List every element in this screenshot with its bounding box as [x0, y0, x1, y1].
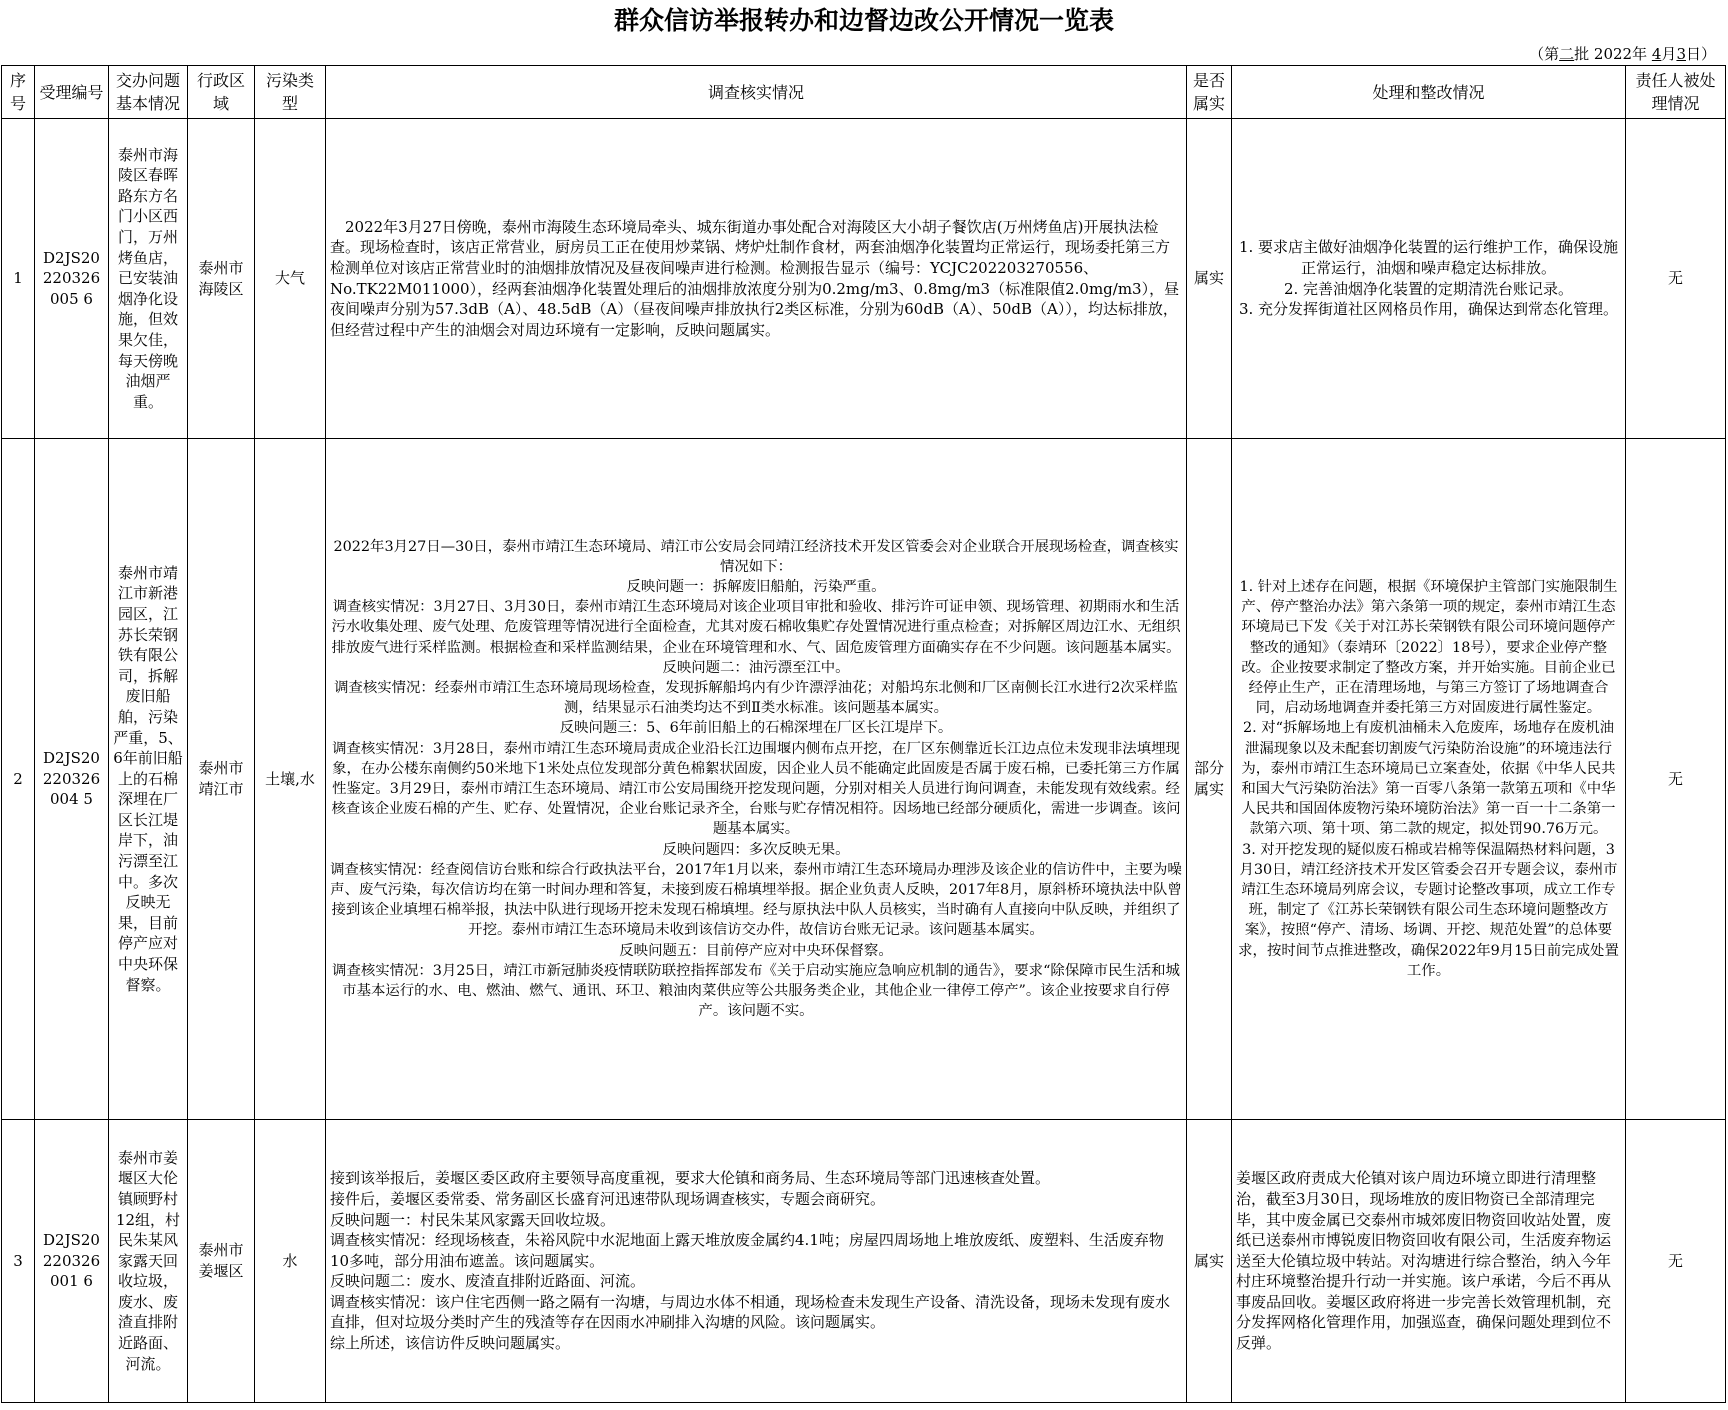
investigation-paragraph: 反映问题一：拆解废旧船舶，污染严重。: [626, 578, 886, 595]
cell-responsible: 无: [1626, 439, 1726, 1120]
header-region: 行政区域: [188, 66, 255, 119]
table-row: [2, 439, 1726, 1120]
batch-month: 4: [1651, 45, 1662, 63]
batch-date-line: [1529, 43, 1716, 65]
handling-item: 1. 针对上述存在问题，根据《环境保护主管部门实施限制生产、停产整治办法》第六条第一项的规定，泰州市靖江生态环境局已下发《关于对江苏长荣钢铁有限公司环境问题停产整改的通知》（泰靖环〔2022〕18号），要求企业停产整改。企业按要求制定了整改方案，并开始实施。目前企业已经停止生产，正在清理场地，与第三方签订了场地调查合同，启动场地调查并委托第三方对固废进行属性鉴定。: [1239, 578, 1618, 717]
handling-item: 3. 充分发挥街道社区网格员作用，确保达到常态化管理。: [1238, 300, 1619, 319]
cell-region: 泰州市姜堰区: [188, 1120, 255, 1403]
cell-handling: [1232, 1120, 1626, 1403]
header-seq: 序号: [2, 66, 35, 119]
handling-item: 2. 完善油烟净化装置的定期清洗台账记录。: [1283, 279, 1574, 298]
cell-responsible: 无: [1626, 1120, 1726, 1403]
header-pollution: 污染类型: [255, 66, 326, 119]
header-issue: 交办问题基本情况: [109, 66, 188, 119]
header-handling: 处理和整改情况: [1232, 66, 1626, 119]
cell-pollution: 土壤,水: [255, 439, 326, 1120]
investigation-paragraph: 反映问题一：村民朱某风家露天回收垃圾。: [330, 1210, 616, 1229]
cell-pollution: 水: [255, 1120, 326, 1403]
investigation-paragraph: 调查核实情况：该户住宅西侧一路之隔有一沟塘，与周边水体不相通，现场检查未发现生产设备、清洗设备，现场未发现有废水直排，但对垃圾分类时产生的残渣等存在因雨水冲刷排入沟塘的风险。该问题属实。: [330, 1292, 1171, 1332]
cell-region: 泰州市靖江市: [188, 439, 255, 1120]
handling-item: 3. 对开挖发现的疑似废石棉或岩棉等保温隔热材料问题，3月30日，靖江经济技术开发区管委会召开专题会议，泰州市靖江生态环境局列席会议，专题讨论整改事项，成立工作专班，制定了《江苏长荣钢铁有限公司生态环境问题整改方案》，按照“停产、清场、场调、开挖、规范处置”的总体要求，按时间节点推进整改，确保2022年9月15日前完成处置工作。: [1238, 841, 1619, 979]
cell-responsible: 无: [1626, 119, 1726, 439]
investigation-paragraph: 反映问题四：多次反映无果。: [662, 841, 850, 858]
cell-handling: [1232, 119, 1626, 439]
investigation-paragraph: 调查核实情况：经查阅信访台账和综合行政执法平台，2017年1月以来，泰州市靖江生态环境局办理涉及该企业的信访件中，主要为噪声、废气污染，每次信访均在第一时间办理和答复，未接到废石棉填埋举报。据企业负责人反映，2017年8月，原斜桥环境执法中队曾接到该企业填埋石棉举报，执法中队进行现场开挖未发现石棉填埋。经与原执法中队人员核实，当时确有人直接向中队反映，并组织了开挖。泰州市靖江生态环境局未收到该信访交办件，故信访台账无记录。该问题基本属实。: [330, 861, 1182, 939]
batch-day-suffix: 日）: [1685, 45, 1716, 63]
header-id: 受理编号: [35, 66, 109, 119]
header-row: [2, 66, 1726, 119]
handling-item: 姜堰区政府责成大伦镇对该户周边环境立即进行清理整治，截至3月30日，现场堆放的废旧物资已全部清理完毕，其中废金属已交泰州市城郊废旧物资回收站处置，废纸已送泰州市博锐废旧物资回收有限公司，生活废弃物运送至大伦镇垃圾中转站。对沟塘进行综合整治，纳入今年村庄环境整治提升行动一并实施。该户承诺，今后不再从事废品回收。姜堰区政府将进一步完善长效管理机制，充分发挥网格化管理作用，加强巡查，确保问题处理到位不反弹。: [1236, 1169, 1612, 1353]
cell-investigation: [326, 1120, 1187, 1403]
cell-seq: 1: [2, 119, 35, 439]
cell-seq: 2: [2, 439, 35, 1120]
investigation-paragraph: 反映问题三：5、6年前旧船上的石棉深埋在厂区长江堤岸下。: [559, 720, 953, 737]
report-table: [1, 65, 1726, 1403]
investigation-paragraph: 调查核实情况：经现场核查，朱裕风院中水泥地面上露天堆放废金属约4.1吨；房屋四周场地上堆放废纸、废塑料、生活废弃物10多吨，部分用油布遮盖。该问题属实。: [330, 1231, 1164, 1270]
investigation-paragraph: 调查核实情况：3月27日、3月30日，泰州市靖江生态环境局对该企业项目审批和验收、排污许可证申领、现场管理、初期雨水和生活污水收集处理、废气处理、危废管理等情况进行全面检查，尤其对废石棉收集贮存处置情况进行重点检查；对拆解区周边江水、无组织排放废气进行采样监测。根据检查和采样监测结果，企业在环境管理和水、气、固危废管理方面确实存在不少问题。该问题基本属实。: [331, 599, 1181, 656]
cell-id: D2JS20220326001 6: [35, 1120, 109, 1403]
handling-item: 1. 要求店主做好油烟净化装置的运行维护工作，确保设施正常运行，油烟和噪声稳定达标排放。: [1238, 238, 1619, 277]
cell-issue: 泰州市海陵区春晖路东方名门小区西门，万州烤鱼店，已安装油烟净化设施，但效果欠佳，每天傍晚油烟严重。: [109, 119, 188, 439]
investigation-paragraph: 接到该举报后，姜堰区委区政府主要领导高度重视，要求大伦镇和商务局、生态环境局等部门迅速核查处置。: [330, 1169, 1051, 1188]
investigation-paragraph: 反映问题二：废水、废渣直排附近路面、河流。: [330, 1272, 646, 1291]
investigation-paragraph: 调查核实情况：经泰州市靖江生态环境局现场检查，发现拆解船坞内有少许漂浮油花；对船坞东北侧和厂区南侧长江水进行2次采样监测，结果显示石油类均达不到Ⅱ类水标准。该问题基本属实。: [334, 679, 1178, 717]
investigation-paragraph: 综上所述，该信访件反映问题属实。: [330, 1334, 571, 1353]
header-investigation: 调查核实情况: [326, 66, 1187, 119]
handling-item: 2. 对“拆解场地上有废机油桶未入危废库，场地存在废机油泄漏现象以及未配套切割废气污染防治设施”的环境违法行为，泰州市靖江生态环境局已立案查处，依据《中华人民共和国大气污染防治法》第一百零八条第一款第五项和《中华人民共和国固体废物污染环境防治法》第一百一十二条第一款第六项、第十项、第二款的规定，拟处罚90.76万元。: [1241, 720, 1616, 838]
batch-prefix: （第: [1529, 45, 1560, 63]
cell-verified: 属实: [1187, 1120, 1232, 1403]
cell-id: D2JS20220326005 6: [35, 119, 109, 439]
cell-issue: 泰州市姜堰区大伦镇顾野村12组，村民朱某风家露天回收垃圾，废水、废渣直排附近路面、河流。: [109, 1120, 188, 1403]
investigation-paragraph: 反映问题五：目前停产应对中央环保督察。: [619, 942, 893, 959]
cell-pollution: 大气: [255, 119, 326, 439]
cell-investigation: [326, 439, 1187, 1120]
cell-investigation: [326, 119, 1187, 439]
batch-number: 二: [1559, 45, 1575, 63]
cell-id: D2JS20220326004 5: [35, 439, 109, 1120]
investigation-paragraph: 调查核实情况：3月28日，泰州市靖江生态环境局责成企业沿长江边围堰内侧布点开挖，在厂区东侧靠近长江边点位未发现非法填埋现象，在办公楼东南侧约50米地下1米处点位发现部分黄色棉絮状固废，因企业人员不能确定此固废是否属于废石棉，已委托第三方作属性鉴定。3月29日，泰州市靖江生态环境局、靖江市公安局围绕开挖发现问题，分别对相关人员进行询问调查，未能发现有效线索。经核查该企业废石棉的产生、贮存、处置情况，企业台账记录齐全，台账与贮存情况相符。因场地已经部分硬质化，需进一步调查。该问题基本属实。: [331, 740, 1181, 838]
cell-handling: [1232, 439, 1626, 1120]
investigation-paragraph: 接件后，姜堰区委常委、常务副区长盛育河迅速带队现场调查核实，专题会商研究。: [330, 1189, 886, 1208]
investigation-paragraph: 2022年3月27日傍晚，泰州市海陵生态环境局牵头、城东街道办事处配合对海陵区大小胡子餐饮店(万州烤鱼店)开展执法检查。现场检查时，该店正常营业，厨房员工正在使用炒菜锅、烤炉灶制作食材，两套油烟净化装置均正常运行，现场委托第三方检测单位对该店正常营业时的油烟排放情况及昼夜间噪声进行检测。检测报告显示（编号：YCJC202203270556、No.TK22M011000），经两套油烟净化装置处理后的油烟排放浓度分别为0.2mg/m3、0.8mg/m3（标准限值2.0mg/m3），昼夜间噪声分别为57.3dB（A）、48.5dB（A）（昼夜间噪声排放执行2类区标准，分别为60dB（A）、50dB（A）），均达标排放，但经营过程中产生的油烟会对周边环境有一定影响，反映问题属实。: [330, 217, 1180, 339]
cell-verified: 属实: [1187, 119, 1232, 439]
cell-seq: 3: [2, 1120, 35, 1403]
cell-region: 泰州市海陵区: [188, 119, 255, 439]
batch-day: 3: [1676, 45, 1686, 63]
investigation-paragraph: 2022年3月27日—30日，泰州市靖江生态环境局、靖江市公安局会同靖江经济技术开发区管委会对企业联合开展现场检查，调查核实情况如下：: [333, 538, 1179, 575]
cell-issue: 泰州市靖江市新港园区，江苏长荣钢铁有限公司，拆解废旧船舶，污染严重，5、6年前旧船上的石棉深埋在厂区长江堤岸下，油污漂至江中。多次反映无果，目前停产应对中央环保督察。: [109, 439, 188, 1120]
investigation-paragraph: 调查核实情况：3月25日，靖江市新冠肺炎疫情联防联控指挥部发布《关于启动实施应急响应机制的通告》，要求“除保障市民生活和城市基本运行的水、电、燃油、燃气、通讯、环卫、粮油肉菜供应等公共服务类企业，其他企业一律停工停产”。该企业按要求自行停产。该问题不实。: [332, 962, 1180, 1020]
header-responsible: 责任人被处理情况: [1626, 66, 1726, 119]
page-title: 群众信访举报转办和边督边改公开情况一览表: [613, 6, 1114, 35]
header-verified: 是否属实: [1187, 66, 1232, 119]
table-row: [2, 119, 1726, 439]
cell-verified: 部分属实: [1187, 439, 1232, 1120]
investigation-paragraph: 反映问题二：油污漂至江中。: [662, 659, 850, 676]
table-row: [2, 1120, 1726, 1403]
batch-mid: 批 2022年: [1574, 45, 1652, 63]
batch-month-suffix: 月: [1661, 45, 1677, 63]
